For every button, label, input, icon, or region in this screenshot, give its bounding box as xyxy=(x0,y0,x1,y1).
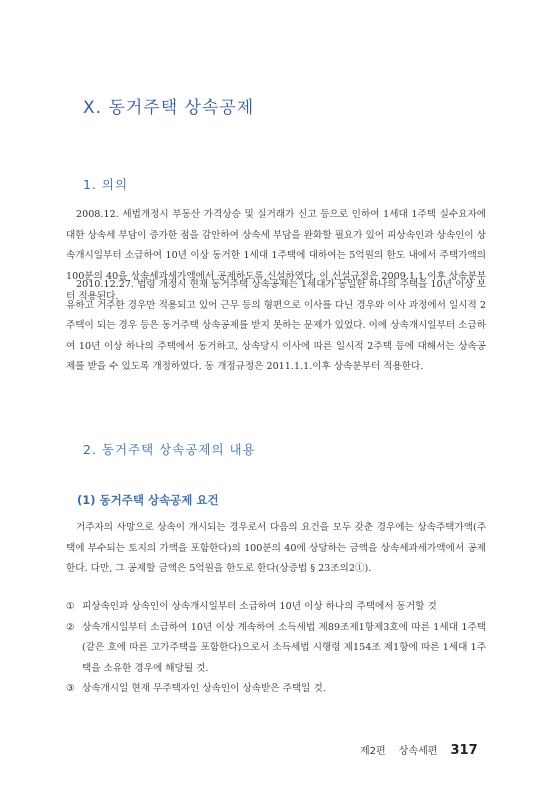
list-marker: ② xyxy=(66,621,75,633)
paragraph-2010-amendment: 2010.12.27. 법령 개정시 현재 동거주택 상속공제는 1세대가 동일한 하나의 주택을 10년 이상 보유하고 거주한 경우만 적용되고 있어 근무 등의 형편으로 이사를 다닌 경우와 이사 과정에서 일시적 2주택이 되는 경우 등은 동거주택 상속공제를 받지 못하는 문제가 있었다. 이에 상속개시일부터 소급하여 10년 이상 하나의 주택에서 동거하고, 상속당시 이사에 따른 일시적 2주택 등에 대해서는 상속공제를 받을 수 있도록 개정하였다. 동 개정규정은 2011.1.1.이후 상속분부터 적용한다. xyxy=(66,279,486,372)
list-item xyxy=(66,597,486,618)
section-title-contents: 2. 동거주택 상속공제의 내용 xyxy=(83,442,256,457)
page-footer xyxy=(360,739,478,758)
list-marker: ③ xyxy=(66,683,75,694)
chapter-title: Ⅹ. 동거주택 상속공제 xyxy=(83,98,255,118)
paragraph-requirements-intro: 거주자의 사망으로 상속이 개시되는 경우로서 다음의 요건을 모두 갖춘 경우에는 상속주택가액(주택에 부수되는 토지의 가액을 포함한다)의 100분의 40에 상당하는 금액을 상속세과세가액에서 공제한다. 다만, 그 공제할 금액은 5억원을 한도로 한다(상증법 § 23조의2①). xyxy=(66,522,486,574)
footer-part: 제2편 xyxy=(360,746,386,757)
list-item-text: 피상속인과 상속인이 상속개시일부터 소급하여 10년 이상 하나의 주택에서 동거할 것 xyxy=(82,601,437,612)
paragraph-2008-amendment: 2008.12. 세법개정시 부동산 가격상승 및 실거래가 신고 등으로 인하여 1세대 1주택 실수요자에 대한 상속세 부담이 증가한 점을 감안하여 상속세 부담을 완화할 필요가 있어 피상속인과 상속인이 상속개시일부터 소급하여 10년 이상 동거한 1세대 1주택에 대하여는 5억원의 한도 내에서 주택가액의 100분의 40을 상속세과세가액에서 공제하도록 신설하였다. 이 신설규정은 2009.1.1.이후 상속분부터 적용된다. xyxy=(66,209,486,302)
requirements-list xyxy=(66,597,486,700)
subsection-title-requirements: (1) 동거주택 상속공제 요건 xyxy=(77,493,219,507)
page-number: 317 xyxy=(450,743,478,758)
list-item-text: 상속개시일 현재 무주택자인 상속인이 상속받은 주택일 것. xyxy=(82,683,326,694)
list-item xyxy=(66,618,486,680)
list-item-text: 상속개시일부터 소급하여 10년 이상 계속하여 소득세법 제89조제1항제3호에 따른 1세대 1주택(같은 호에 따른 고가주택을 포함한다)으로서 소득세법 시행령 제154조 제1항에 따른 1세대 1주택을 소유한 경우에 해당될 것. xyxy=(82,621,486,674)
section-title-meaning: 1. 의의 xyxy=(83,177,129,192)
list-marker: ① xyxy=(66,601,75,612)
footer-section: 상속세편 xyxy=(398,746,438,757)
list-item xyxy=(66,679,486,700)
